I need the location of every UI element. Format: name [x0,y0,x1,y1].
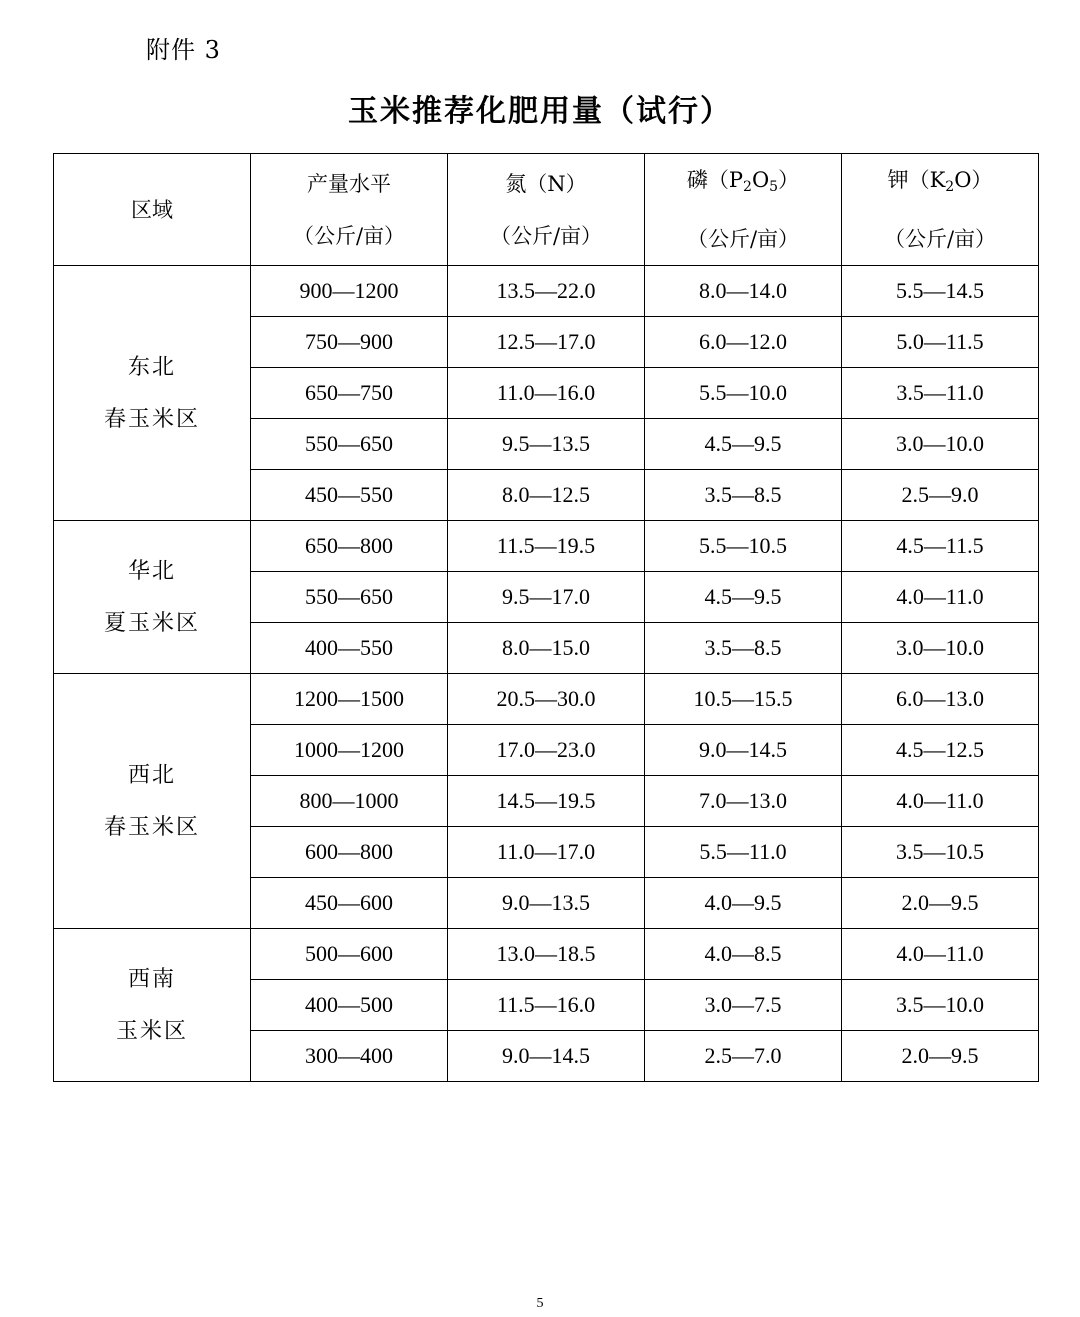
phosphorus-cell: 8.0—14.0 [645,266,842,317]
potassium-cell: 5.0—11.5 [842,317,1039,368]
yield-cell: 650—800 [251,521,448,572]
phosphorus-cell: 5.5—10.0 [645,368,842,419]
header-phosphorus [645,154,842,266]
yield-cell: 450—600 [251,878,448,929]
potassium-cell: 4.5—11.5 [842,521,1039,572]
nitrogen-cell: 13.0—18.5 [448,929,645,980]
region-line1: 西北 [127,762,176,787]
table-row [54,521,1039,572]
region-cell [54,929,251,1082]
phosphorus-cell: 3.5—8.5 [645,623,842,674]
region-cell [54,674,251,929]
phosphorus-cell: 10.5—15.5 [645,674,842,725]
region-line2: 春玉米区 [103,406,200,431]
potassium-cell: 5.5—14.5 [842,266,1039,317]
yield-cell: 550—650 [251,572,448,623]
page-number: 5 [536,1296,544,1311]
phosphorus-cell: 3.5—8.5 [645,470,842,521]
yield-cell: 500—600 [251,929,448,980]
nitrogen-cell: 11.0—17.0 [448,827,645,878]
region-line2: 春玉米区 [103,814,200,839]
header-yield [251,154,448,266]
phosphorus-cell: 6.0—12.0 [645,317,842,368]
potassium-cell: 2.5—9.0 [842,470,1039,521]
yield-cell: 900—1200 [251,266,448,317]
yield-cell: 800—1000 [251,776,448,827]
yield-cell: 1200—1500 [251,674,448,725]
header-row [54,154,1039,266]
nitrogen-cell: 13.5—22.0 [448,266,645,317]
potassium-cell: 3.5—10.0 [842,980,1039,1031]
yield-cell: 400—550 [251,623,448,674]
phosphorus-cell: 4.0—9.5 [645,878,842,929]
yield-cell: 750—900 [251,317,448,368]
phosphorus-cell: 7.0—13.0 [645,776,842,827]
phosphorus-cell: 4.5—9.5 [645,419,842,470]
yield-cell: 650—750 [251,368,448,419]
potassium-cell: 2.0—9.5 [842,1031,1039,1082]
nitrogen-cell: 17.0—23.0 [448,725,645,776]
yield-cell: 400—500 [251,980,448,1031]
header-potassium [842,154,1039,266]
potassium-cell: 4.0—11.0 [842,776,1039,827]
yield-cell: 450—550 [251,470,448,521]
table-row [54,674,1039,725]
document-title: 玉米推荐化肥用量（试行） [348,94,732,129]
potassium-cell: 3.0—10.0 [842,419,1039,470]
header-nitrogen-unit: （公斤/亩） [489,223,603,248]
header-yield-unit: （公斤/亩） [292,223,406,248]
yield-cell: 600—800 [251,827,448,878]
header-region: 区域 [54,154,251,266]
potassium-cell: 3.5—11.0 [842,368,1039,419]
nitrogen-cell: 9.5—13.5 [448,419,645,470]
nitrogen-cell: 14.5—19.5 [448,776,645,827]
yield-cell: 1000—1200 [251,725,448,776]
potassium-cell: 3.0—10.0 [842,623,1039,674]
fertilizer-table [53,153,1039,1082]
yield-cell: 550—650 [251,419,448,470]
region-cell [54,266,251,521]
region-cell [54,521,251,674]
phosphorus-cell: 9.0—14.5 [645,725,842,776]
potassium-cell: 6.0—13.0 [842,674,1039,725]
potassium-cell: 2.0—9.5 [842,878,1039,929]
phosphorus-cell: 2.5—7.0 [645,1031,842,1082]
nitrogen-cell: 9.5—17.0 [448,572,645,623]
header-nitrogen-label: 氮（N） [505,171,587,196]
region-line2: 夏玉米区 [103,610,200,635]
potassium-cell: 3.5—10.5 [842,827,1039,878]
phosphorus-cell: 5.5—10.5 [645,521,842,572]
nitrogen-cell: 11.5—16.0 [448,980,645,1031]
nitrogen-cell: 8.0—15.0 [448,623,645,674]
header-potassium-label: 钾$(K_2O)$ [887,168,993,195]
header-nitrogen [448,154,645,266]
phosphorus-cell: 5.5—11.0 [645,827,842,878]
phosphorus-cell: 4.5—9.5 [645,572,842,623]
potassium-cell: 4.5—12.5 [842,725,1039,776]
region-line2: 玉米区 [115,1018,188,1043]
yield-cell: 300—400 [251,1031,448,1082]
table-row [54,266,1039,317]
potassium-cell: 4.0—11.0 [842,929,1039,980]
header-potassium-unit: （公斤/亩） [883,227,997,251]
phosphorus-cell: 4.0—8.5 [645,929,842,980]
region-line1: 华北 [127,558,176,583]
nitrogen-cell: 8.0—12.5 [448,470,645,521]
table-row [54,929,1039,980]
region-line1: 西南 [127,966,176,991]
potassium-cell: 4.0—11.0 [842,572,1039,623]
nitrogen-cell: 11.0—16.0 [448,368,645,419]
attachment-label: 附件 3 [146,36,221,64]
nitrogen-cell: 9.0—13.5 [448,878,645,929]
header-yield-label: 产量水平 [307,171,391,196]
phosphorus-cell: 3.0—7.5 [645,980,842,1031]
nitrogen-cell: 11.5—19.5 [448,521,645,572]
nitrogen-cell: 12.5—17.0 [448,317,645,368]
nitrogen-cell: 9.0—14.5 [448,1031,645,1082]
region-line1: 东北 [127,354,176,379]
header-phosphorus-unit: （公斤/亩） [686,227,800,251]
nitrogen-cell: 20.5—30.0 [448,674,645,725]
header-phosphorus-label: 磷$(P_2O_5)$ [686,168,800,195]
